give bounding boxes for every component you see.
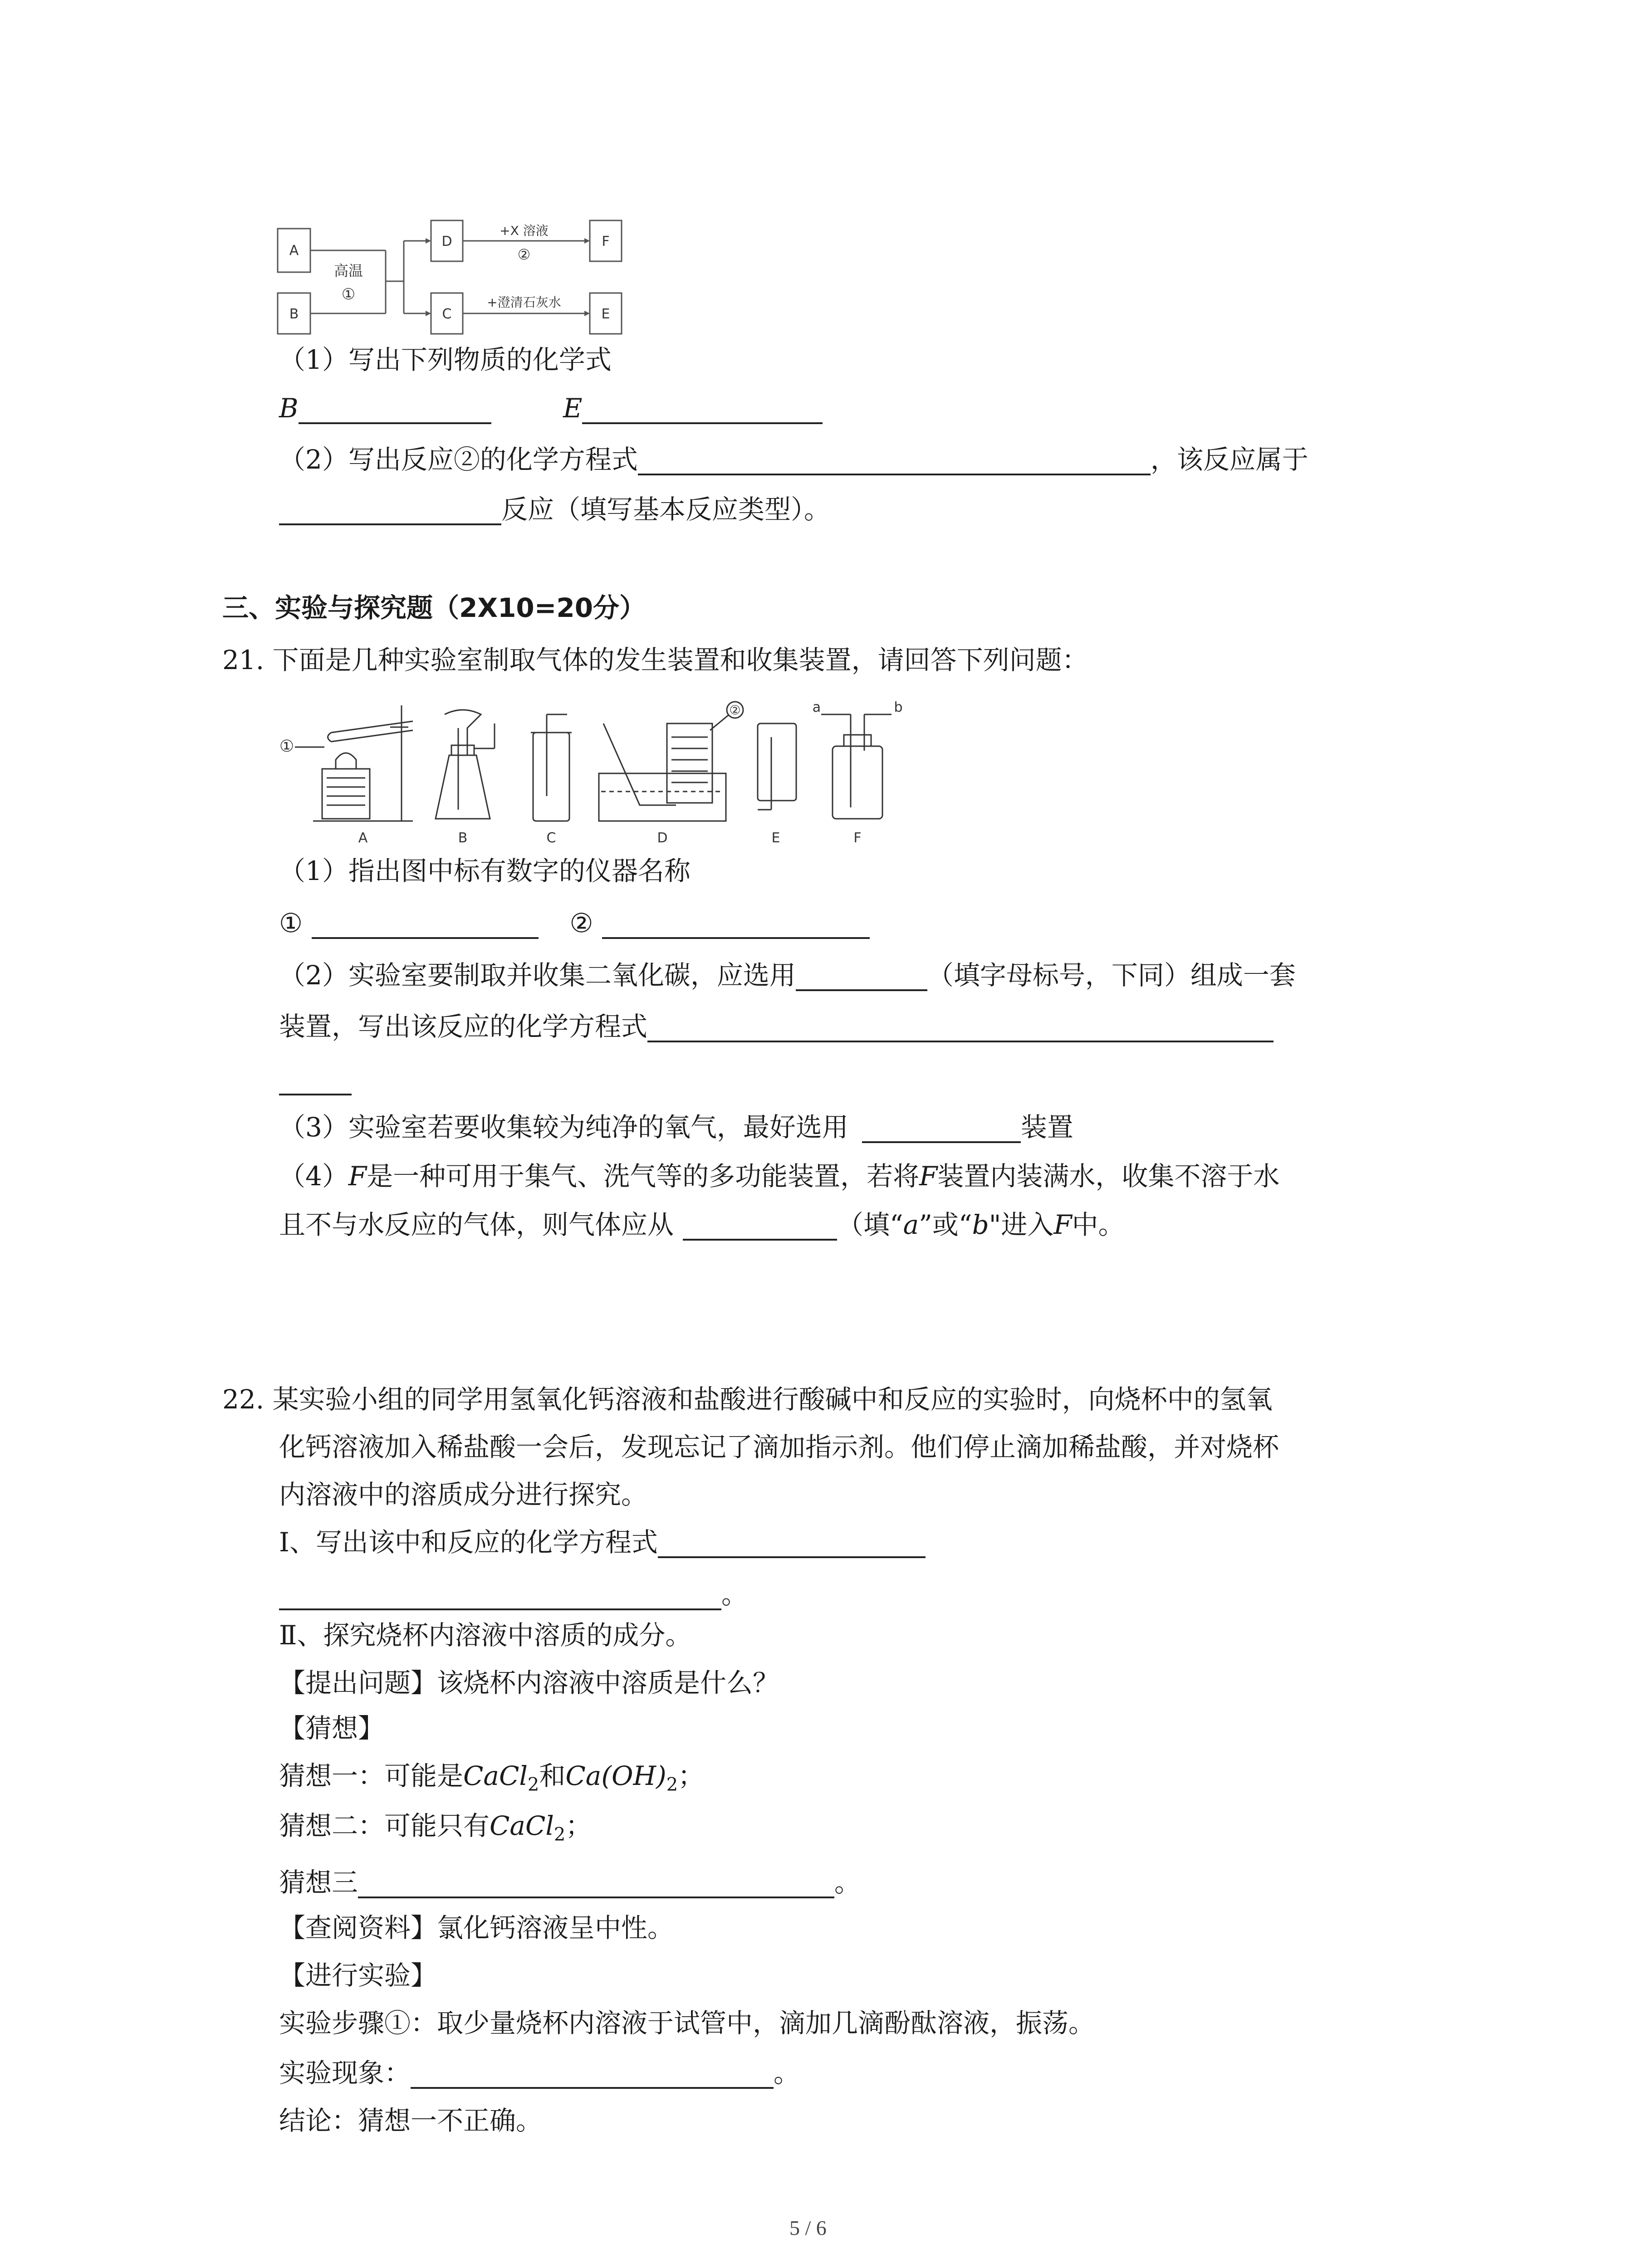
q22-guess1-sub1: 2 (527, 1774, 539, 1795)
node-a: A (289, 243, 299, 259)
q22-guess3 (279, 1867, 861, 1898)
blank-b-formula[interactable] (299, 396, 491, 424)
q21-p4-b1: 且不与水反应的气体，则气体应从 (279, 1209, 674, 1240)
mark-1-label: ① (279, 737, 294, 756)
step1-label: ① (341, 285, 356, 303)
q22-question: 【提出问题】该烧杯内溶液中溶质是什么？ (279, 1667, 779, 1698)
q21-p4-f1: F (348, 1161, 367, 1192)
blank-gas-inlet[interactable] (683, 1212, 837, 1241)
q21-p4-b3: ”或“ (919, 1209, 972, 1240)
q20-formula-row (279, 392, 823, 424)
q21-p4-a1: （4） (279, 1161, 348, 1192)
q21-stem: 21. 下面是几种实验室制取气体的发生装置和收集装置，请回答下列问题： (222, 645, 1088, 675)
q22-guess3-prefix: 猜想三 (279, 1867, 358, 1898)
node-e: E (601, 306, 610, 322)
q22-info: 【查阅资料】氯化钙溶液呈中性。 (279, 1912, 674, 1943)
q22-guess1-f1: CaCl (463, 1760, 528, 1791)
apparatus-figure (277, 696, 966, 850)
section3-title: 三、实验与探究题（2X10=20分） (222, 592, 646, 623)
q22-phenomenon-prefix: 实验现象： (279, 2058, 411, 2088)
apparatus-label-a: A (358, 830, 368, 846)
q21-p2-c: 装置，写出该反应的化学方程式 (279, 1011, 648, 1042)
q20-b-label: B (279, 393, 299, 424)
blank-co2-equation[interactable] (647, 1014, 1274, 1042)
blank-co2-equation-cont[interactable] (279, 1067, 352, 1095)
q21-p4-ib: b (972, 1209, 989, 1240)
q20-e-label: E (563, 393, 583, 424)
q21-p2-a: （2）实验室要制取并收集二氧化碳，应选用 (279, 960, 796, 991)
q21-p3-row (279, 1111, 1073, 1143)
q21-p1: （1）指出图中标有数字的仪器名称 (279, 855, 691, 886)
q22-guess1 (279, 1760, 705, 1795)
apparatus-label-e: E (771, 830, 780, 846)
reaction-flow-diagram (272, 218, 626, 340)
q21-p4-row1 (279, 1160, 1279, 1192)
blank-instrument-1[interactable] (312, 911, 539, 939)
blank-reaction-type[interactable] (279, 497, 501, 525)
q22-ii-label: Ⅱ、探究烧杯内溶液中溶质的成分。 (279, 1620, 692, 1651)
q22-guess-head: 【猜想】 (279, 1713, 385, 1744)
top-reagent-label: +X 溶液 (500, 223, 549, 238)
q20-part2-prefix: （2）写出反应②的化学方程式 (279, 444, 638, 475)
q21-p1-m2: ② (569, 908, 593, 938)
q22-period1: 。 (721, 1579, 748, 1610)
q21-p4-a3: 装置内装满水，收集不溶于水 (937, 1161, 1280, 1192)
node-d: D (441, 234, 452, 249)
mark-2-label: ② (729, 703, 741, 718)
apparatus-label-f: F (853, 830, 862, 846)
q22-i-row2 (279, 1579, 748, 1610)
q21-p1-m1: ① (279, 908, 303, 938)
q22-guess2-f: CaCl (490, 1810, 554, 1841)
port-a-label: a (812, 699, 821, 715)
q22-guess2-prefix: 猜想二：可能只有 (279, 1810, 490, 1841)
blank-phenomenon[interactable] (411, 2061, 774, 2089)
q22-guess1-end: ； (678, 1760, 705, 1791)
step2-label: ② (517, 246, 531, 263)
q21-p1-blanks (279, 907, 870, 939)
apparatus-label-d: D (657, 830, 668, 846)
q22-stem2: 化钙溶液加入稀盐酸一会后，发现忘记了滴加指示剂。他们停止滴加稀盐酸，并对烧杯 (279, 1432, 1279, 1462)
q22-stem3: 内溶液中的溶质成分进行探究。 (279, 1479, 648, 1510)
q21-p2-row1 (279, 959, 1296, 991)
condition-label: 高温 (333, 262, 363, 279)
q21-p4-f2: F (919, 1161, 938, 1192)
q22-guess2-end: ； (565, 1810, 592, 1841)
page-number: 5 / 6 (789, 2216, 827, 2239)
q22-i-row (279, 1526, 926, 1558)
q20-part2-row (279, 444, 1308, 475)
q21-p4-b4: "进入 (989, 1209, 1054, 1240)
blank-neutralization-equation[interactable] (658, 1530, 926, 1558)
q21-p2-row2 (279, 1011, 1274, 1042)
q20-part2-suffix: ，该反应属于 (1150, 444, 1308, 475)
q21-p4-row2 (279, 1209, 1125, 1241)
q22-step1: 实验步骤①：取少量烧杯内溶液于试管中，滴加几滴酚酞溶液，振荡。 (279, 2008, 1095, 2038)
blank-instrument-2[interactable] (602, 911, 870, 939)
bottom-reagent-label: +澄清石灰水 (487, 295, 561, 310)
q20-part2-line2-text: 反应（填写基本反应类型）。 (501, 494, 831, 525)
q22-guess2 (279, 1810, 592, 1845)
blank-o2-apparatus[interactable] (862, 1115, 1021, 1143)
q22-phenomenon (279, 2057, 800, 2089)
blank-e-formula[interactable] (582, 396, 823, 424)
blank-guess3[interactable] (358, 1870, 834, 1898)
blank-co2-apparatus[interactable] (796, 963, 927, 991)
blank-neutralization-equation-cont[interactable] (279, 1582, 721, 1610)
q21-p4-f3: F (1053, 1209, 1072, 1240)
q22-experiment-head: 【进行实验】 (279, 1960, 437, 1991)
q21-p4-b5: 中。 (1072, 1209, 1125, 1240)
q21-p2-row3 (279, 1064, 352, 1095)
node-b: B (289, 306, 299, 322)
node-c: C (442, 306, 452, 322)
node-f: F (602, 234, 610, 249)
q20-part2-line2 (279, 494, 830, 525)
q22-guess1-and: 和 (539, 1760, 566, 1791)
blank-reaction2-equation[interactable] (638, 447, 1151, 475)
q22-i-label: Ⅰ、写出该中和反应的化学方程式 (279, 1527, 658, 1558)
q22-conclusion: 结论：猜想一不正确。 (279, 2105, 543, 2136)
q21-p4-b2: （填“ (837, 1209, 903, 1240)
q22-guess3-end: 。 (834, 1867, 861, 1898)
q22-stem1: 22. 某实验小组的同学用氢氧化钙溶液和盐酸进行酸碱中和反应的实验时，向烧杯中的氢氧 (222, 1384, 1273, 1415)
q22-guess1-sub2: 2 (666, 1774, 678, 1795)
apparatus-label-b: B (458, 830, 468, 846)
port-b-label: b (894, 699, 903, 715)
q21-p3-b: 装置 (1020, 1112, 1073, 1143)
q21-p4-ia: a (903, 1209, 919, 1240)
q22-phenomenon-end: 。 (774, 2058, 800, 2088)
q21-p2-b: （填字母标号，下同）组成一套 (927, 960, 1296, 991)
q20-part1: （1）写出下列物质的化学式 (279, 344, 612, 375)
q22-guess1-prefix: 猜想一：可能是 (279, 1760, 464, 1791)
q21-p4-a2: 是一种可用于集气、洗气等的多功能装置，若将 (367, 1161, 920, 1192)
apparatus-label-c: C (546, 830, 556, 846)
q22-guess1-f2: Ca(OH) (565, 1760, 666, 1791)
q21-p3-a: （3）实验室若要收集较为纯净的氧气，最好选用 (279, 1112, 848, 1143)
q22-guess2-sub: 2 (554, 1824, 566, 1845)
